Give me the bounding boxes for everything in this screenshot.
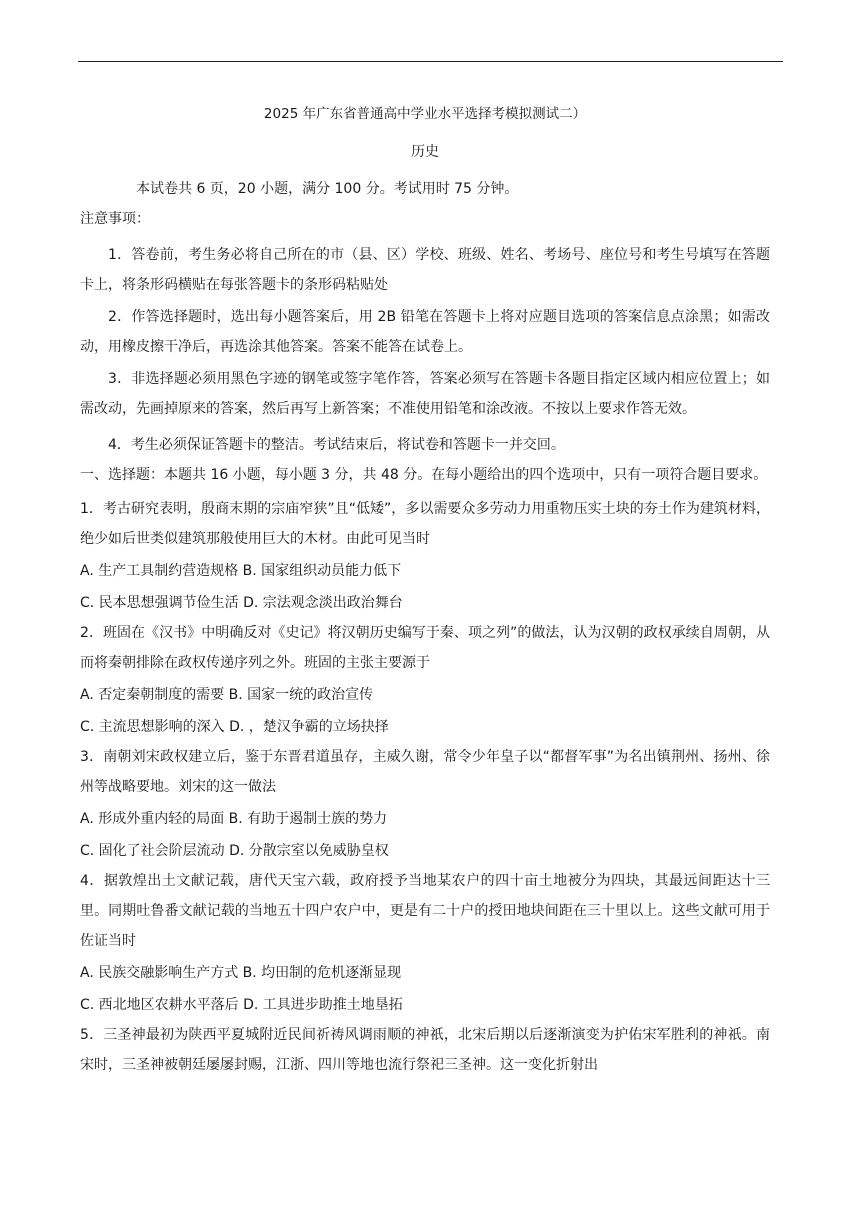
question-4-options-ab: A. 民族交融影响生产方式 B. 均田制的危机逐渐显现: [80, 965, 402, 981]
exam-page: [80, 100, 770, 1080]
question-4-options-cd: C. 西北地区农耕水平落后 D. 工具进步助推土地垦拓: [80, 997, 403, 1013]
question-1-options-ab: A. 生产工具制约营造规格 B. 国家组织动员能力低下: [80, 563, 402, 579]
question-5-stem: 5．三圣神最初为陕西平夏城附近民间祈祷风调雨顺的神祇，北宋后期以后逐渐演变为护佑宋军胜利的神祇。南宋时，三圣神被朝廷屡屡封赐，江浙、四川等地也流行祭祀三圣神。这一变化折射出: [80, 1027, 770, 1073]
notice-item-2: 2．作答选择题时，选出每小题答案后，用 2B 铅笔在答题卡上将对应题目选项的答案信息点涂黑；如需改动，用橡皮擦干净后，再选涂其他答案。答案不能答在试卷上。: [80, 309, 770, 355]
section-heading: 一、选择题：本题共 16 小题，每小题 3 分，共 48 分。在每小题给出的四个选项中，只有一项符合题目要求。: [80, 467, 768, 483]
question-3-options-cd: C. 固化了社会阶层流动 D. 分散宗室以免威胁皇权: [80, 843, 389, 859]
question-1-stem: 1．考古研究表明，殷商末期的宗庙窄狭”且“低矮”，多以需要众多劳动力用重物压实土块的夯土作为建筑材料，绝少如后世类似建筑那般使用巨大的木材。由此可见当时: [80, 501, 770, 547]
question-2-options-cd: C. 主流思想影响的深入 D. ，楚汉争霸的立场抉择: [80, 719, 389, 735]
question-3-options-ab: A. 形成外重内轻的局面 B. 有助于遏制士族的势力: [80, 811, 388, 827]
question-2-options-ab: A. 否定秦朝制度的需要 B. 国家一统的政治宣传: [80, 687, 374, 703]
exam-title: 2025 年广东省普通高中学业水平选择考模拟测试二）: [263, 106, 587, 122]
notice-item-1: 1．答卷前，考生务必将自己所在的市（县、区）学校、班级、姓名、考场号、座位号和考生号填写在答题卡上，将条形码横贴在每张答题卡的条形码粘贴处: [80, 247, 770, 293]
exam-intro: 本试卷共 6 页，20 小题，满分 100 分。考试用时 75 分钟。: [136, 181, 519, 197]
question-3-stem: 3．南朝刘宋政权建立后，鉴于东晋君道虽存，主威久谢，常令少年皇子以“都督军事”为名出镇荆州、扬州、徐州等战略要地。刘宋的这一做法: [80, 749, 770, 795]
notice-item-3: 3．非选择题必须用黑色字迹的钢笔或签字笔作答，答案必须写在答题卡各题目指定区域内相应位置上；如需改动，先画掉原来的答案，然后再写上新答案；不准使用铅笔和涂改液。不按以上要求作答无效。: [80, 371, 770, 417]
notice-item-4: 4．考生必须保证答题卡的整洁。考试结束后，将试卷和答题卡一并交回。: [108, 437, 565, 453]
header-rule: [78, 61, 783, 62]
exam-subject: 历史: [411, 144, 439, 160]
question-4-stem: 4．据敦煌出土文献记载，唐代天宝六载，政府授予当地某农户的四十亩土地被分为四块，其最远间距达十三里。同期吐鲁番文献记载的当地五十四户农户中，更是有二十户的授田地块间距在三十里以上。这些文献可用于佐证当时: [80, 873, 770, 949]
question-2-stem: 2．班固在《汉书》中明确反对《史记》将汉朝历史编写于秦、项之列”的做法，认为汉朝的政权承续自周朝，从而将秦朝排除在政权传递序列之外。班固的主张主要源于: [80, 625, 770, 671]
notice-heading: 注意事项：: [80, 211, 150, 227]
question-1-options-cd: C. 民本思想强调节俭生活 D. 宗法观念淡出政治舞台: [80, 595, 403, 611]
